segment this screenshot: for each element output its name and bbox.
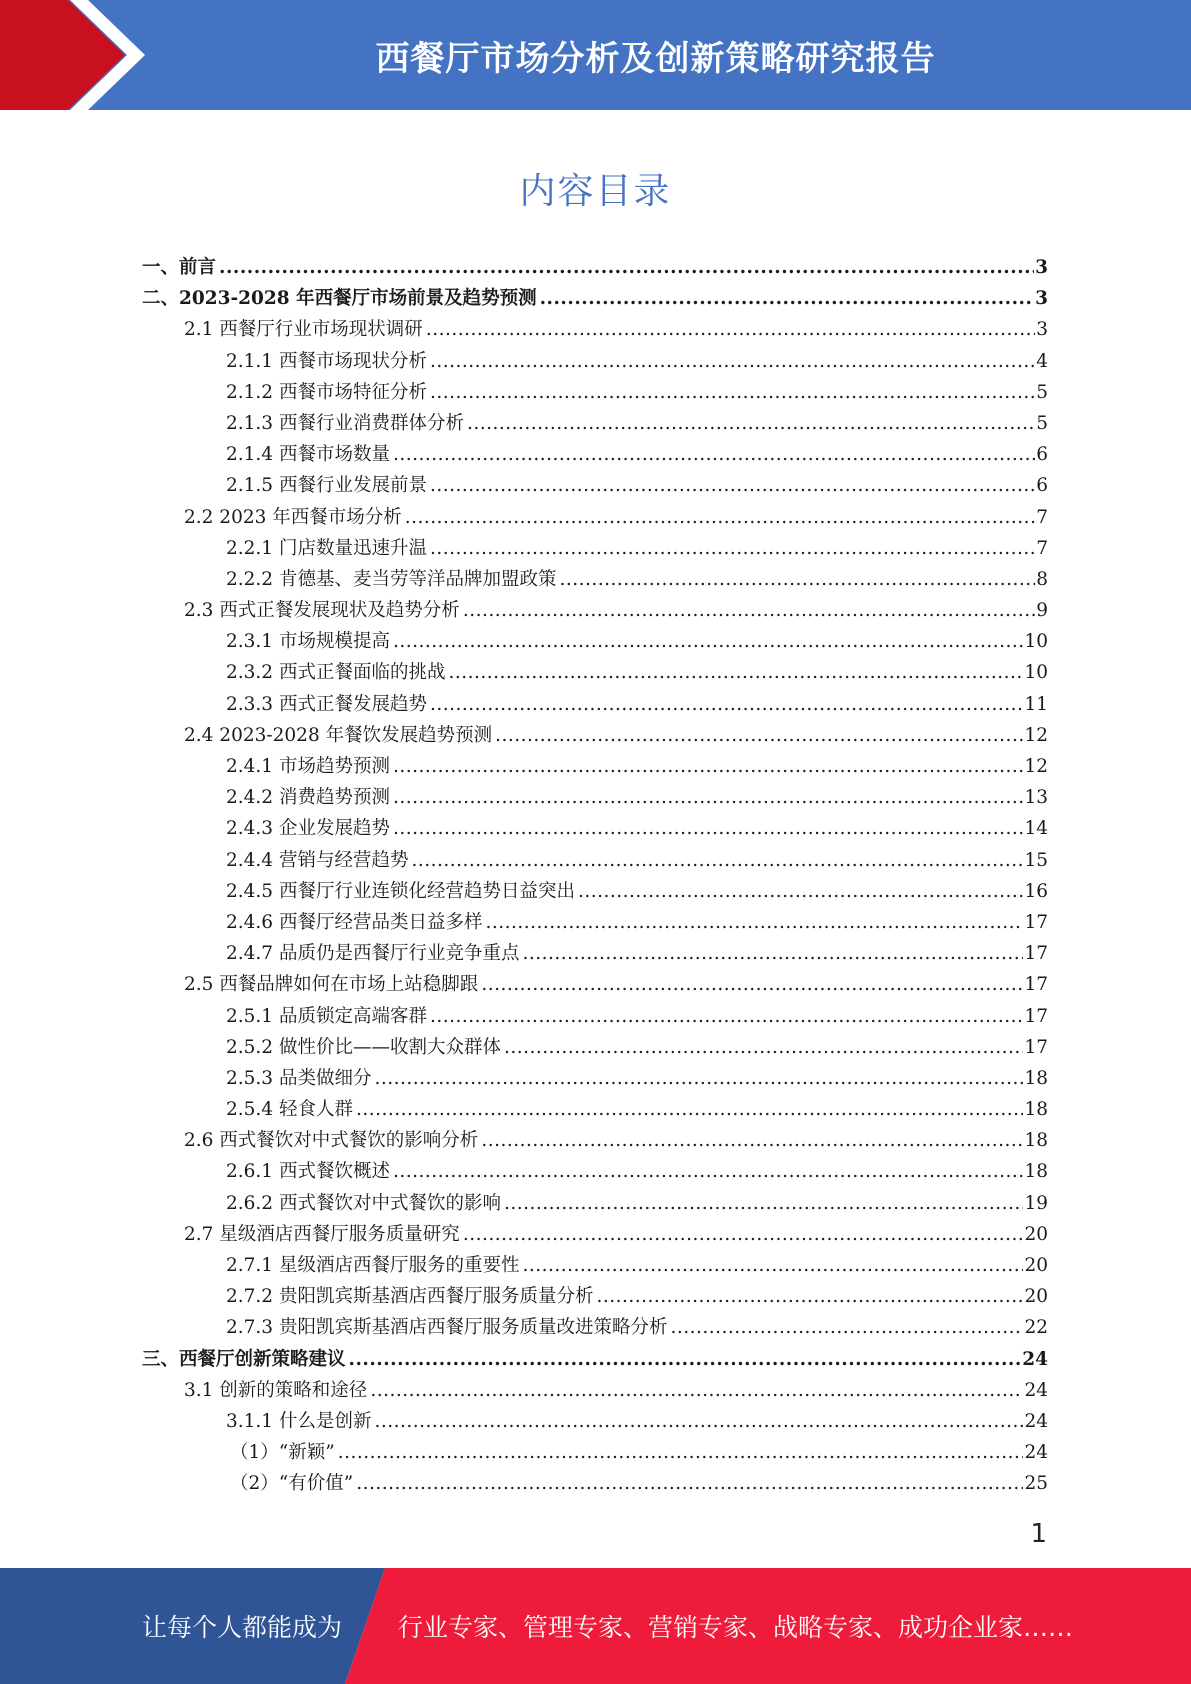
toc-entry-page: 5 — [1036, 412, 1048, 434]
toc-dot-leader — [393, 444, 1035, 465]
toc-entry-page: 17 — [1024, 1036, 1048, 1058]
toc-dot-leader — [374, 1411, 1023, 1432]
toc-dot-leader — [596, 1286, 1023, 1307]
toc-entry-page: 6 — [1036, 444, 1048, 466]
toc-entry-title: 2.7.1 星级酒店西餐厅服务的重要性 — [226, 1255, 520, 1276]
toc-entry-title: 二、2023-2028 年西餐厅市场前景及趋势预测 — [142, 288, 537, 310]
toc-dot-leader — [504, 1193, 1023, 1214]
toc-entry-page: 16 — [1024, 880, 1048, 902]
toc-entry[interactable] — [142, 471, 1048, 502]
toc-entry-title: 2.3.1 市场规模提高 — [226, 631, 390, 653]
toc-entry-page: 6 — [1036, 475, 1048, 497]
footer-slogan-left: 让每个人都能成为 — [142, 1613, 343, 1642]
toc-entry-page: 22 — [1024, 1317, 1048, 1339]
toc-entry-page: 10 — [1024, 631, 1048, 653]
toc-entry-page: 15 — [1024, 849, 1048, 871]
toc-entry-title: 2.4.4 营销与经营趋势 — [226, 849, 409, 871]
toc-entry-page: 17 — [1024, 943, 1048, 965]
toc-entry-title: 3.1.1 什么是创新 — [226, 1410, 372, 1432]
toc-dot-leader — [670, 1317, 1023, 1338]
toc-entry-page: 3 — [1036, 319, 1048, 341]
toc-dot-leader — [349, 1349, 1022, 1370]
toc-entry[interactable] — [142, 1157, 1048, 1188]
toc-entry-title: 2.1 西餐厅行业市场现状调研 — [184, 319, 423, 341]
toc-entry[interactable] — [142, 1345, 1048, 1376]
toc-entry-page: 14 — [1024, 818, 1048, 840]
toc-entry[interactable] — [142, 565, 1048, 596]
toc-entry-page: 12 — [1024, 724, 1048, 746]
toc-entry-page: 12 — [1024, 756, 1048, 777]
toc-entry[interactable] — [142, 503, 1048, 534]
toc-entry-title: 2.2.2 肯德基、麦当劳等洋品牌加盟政策 — [226, 568, 557, 590]
toc-dot-leader — [430, 538, 1035, 559]
toc-entry-page: 13 — [1024, 787, 1048, 809]
toc-entry-title: 2.4 2023-2028 年餐饮发展趋势预测 — [184, 724, 493, 746]
toc-dot-leader — [485, 912, 1023, 933]
toc-entry[interactable] — [142, 347, 1048, 378]
toc-entry[interactable] — [142, 1002, 1048, 1033]
toc-entry-page: 18 — [1024, 1130, 1048, 1152]
toc-dot-leader — [430, 694, 1023, 715]
toc-entry[interactable] — [142, 378, 1048, 409]
toc-entry[interactable] — [142, 908, 1048, 939]
toc-entry-page: 10 — [1024, 662, 1048, 684]
toc-entry[interactable] — [142, 1376, 1048, 1407]
toc-dot-leader — [559, 569, 1035, 590]
toc-entry-title: 2.4.7 品质仍是西餐厅行业竞争重点 — [226, 943, 520, 965]
toc-dot-leader — [338, 1442, 1024, 1463]
toc-heading: 内容目录 — [519, 171, 672, 212]
toc-entry-page: 17 — [1024, 911, 1048, 933]
toc-entry-title: 2.5.2 做性价比——收割大众群体 — [226, 1036, 501, 1058]
toc-entry[interactable] — [142, 253, 1048, 284]
toc-dot-leader — [430, 351, 1035, 372]
toc-dot-leader — [522, 943, 1023, 964]
toc-entry-page: 11 — [1024, 693, 1048, 715]
toc-entry[interactable] — [142, 658, 1048, 689]
toc-dot-leader — [393, 787, 1023, 808]
toc-entry[interactable] — [142, 1064, 1048, 1095]
toc-entry-title: 2.4.5 西餐厅行业连锁化经营趋势日益突出 — [226, 880, 575, 902]
toc-entry-title: 2.4.1 市场趋势预测 — [226, 756, 390, 777]
toc-entry-title: 2.7.3 贵阳凯宾斯基酒店西餐厅服务质量改进策略分析 — [226, 1317, 668, 1339]
toc-entry[interactable] — [142, 627, 1048, 658]
toc-dot-leader — [374, 1068, 1023, 1089]
toc-entry-title: 2.1.4 西餐市场数量 — [226, 444, 390, 466]
toc-entry[interactable] — [142, 690, 1048, 721]
toc-entry-page: 25 — [1024, 1473, 1048, 1495]
toc-entry-page: 24 — [1024, 1442, 1048, 1464]
toc-entry-title: 2.1.5 西餐行业发展前景 — [226, 475, 427, 497]
toc-dot-leader — [426, 319, 1035, 340]
toc-entry-title: 一、前言 — [142, 257, 217, 278]
footer-slogan-right: 行业专家、管理专家、营销专家、战略专家、成功企业家…… — [398, 1613, 1074, 1642]
toc-entry-title: 2.5.4 轻食人群 — [226, 1099, 353, 1121]
toc-dot-leader — [393, 1161, 1023, 1182]
toc-entry-title: 2.4.3 企业发展趋势 — [226, 818, 390, 840]
toc-entry[interactable] — [142, 1251, 1048, 1282]
toc-entry-title: 2.6.1 西式餐饮概述 — [226, 1161, 390, 1183]
toc-entry-title: 2.6.2 西式餐饮对中式餐饮的影响 — [226, 1192, 501, 1214]
toc-entry-title: 3.1 创新的策略和途径 — [184, 1379, 368, 1401]
toc-entry[interactable] — [142, 721, 1048, 752]
toc-dot-leader — [430, 475, 1035, 496]
toc-dot-leader — [356, 1473, 1023, 1494]
toc-dot-leader — [481, 1130, 1023, 1151]
toc-entry-title: 2.3 西式正餐发展现状及趋势分析 — [184, 600, 460, 622]
toc-entry[interactable] — [142, 409, 1048, 440]
toc-entry-title: 2.5 西餐品牌如何在市场上站稳脚跟 — [184, 974, 479, 996]
toc-entry-page: 24 — [1024, 1379, 1048, 1401]
toc-entry-title: （1）“新颖” — [230, 1442, 335, 1464]
toc-dot-leader — [393, 818, 1023, 839]
toc-entry-title: 2.5.3 品类做细分 — [226, 1067, 372, 1089]
toc-dot-leader — [481, 974, 1023, 995]
toc-entry-page: 19 — [1024, 1192, 1048, 1214]
toc-entry-page: 17 — [1024, 974, 1048, 996]
toc-entry-page: 20 — [1024, 1286, 1048, 1308]
toc-entry[interactable] — [142, 939, 1048, 970]
toc-entry-page: 4 — [1036, 350, 1048, 372]
toc-entry[interactable] — [142, 877, 1048, 908]
toc-entry-title: 2.4.6 西餐厅经营品类日益多样 — [226, 911, 483, 933]
toc-dot-leader — [356, 1099, 1024, 1120]
toc-dot-leader — [370, 1380, 1023, 1401]
toc-entry-title: 2.7.2 贵阳凯宾斯基酒店西餐厅服务质量分析 — [226, 1286, 594, 1308]
toc-entry[interactable] — [142, 534, 1048, 565]
table-of-contents — [142, 253, 1048, 1501]
header-arrow-decoration — [0, 0, 160, 110]
toc-dot-leader — [430, 1006, 1023, 1027]
toc-entry-page: 18 — [1024, 1099, 1048, 1121]
toc-entry[interactable] — [142, 1313, 1048, 1344]
toc-entry-page: 8 — [1036, 568, 1048, 590]
toc-entry-title: 三、西餐厅创新策略建议 — [142, 1348, 346, 1370]
toc-entry[interactable] — [142, 596, 1048, 627]
toc-entry[interactable] — [142, 1438, 1048, 1469]
toc-entry-page: 7 — [1036, 537, 1048, 559]
toc-entry-page: 5 — [1036, 381, 1048, 403]
toc-entry-page: 17 — [1024, 1005, 1048, 1027]
report-title: 西餐厅市场分析及创新策略研究报告 — [375, 38, 936, 79]
toc-entry-title: 2.1.3 西餐行业消费群体分析 — [226, 412, 464, 434]
toc-dot-leader — [504, 1037, 1023, 1058]
toc-entry[interactable] — [142, 1033, 1048, 1064]
toc-dot-leader — [578, 881, 1023, 902]
toc-entry[interactable] — [142, 1469, 1048, 1500]
toc-entry-title: （2）“有价值” — [230, 1473, 354, 1495]
toc-dot-leader — [430, 382, 1035, 403]
toc-entry-title: 2.4.2 消费趋势预测 — [226, 787, 390, 809]
toc-entry-title: 2.3.3 西式正餐发展趋势 — [226, 693, 427, 715]
toc-entry-page: 18 — [1024, 1067, 1048, 1089]
toc-entry[interactable] — [142, 1095, 1048, 1126]
toc-dot-leader — [448, 662, 1023, 683]
toc-dot-leader — [393, 756, 1023, 777]
toc-entry-title: 2.2 2023 年西餐市场分析 — [184, 506, 402, 528]
toc-entry[interactable] — [142, 440, 1048, 471]
toc-entry-page: 3 — [1035, 257, 1048, 278]
toc-dot-leader — [522, 1255, 1023, 1276]
toc-entry-title: 2.1.2 西餐市场特征分析 — [226, 381, 427, 403]
toc-entry-title: 2.6 西式餐饮对中式餐饮的影响分析 — [184, 1130, 479, 1152]
toc-entry[interactable] — [142, 783, 1048, 814]
toc-entry-title: 2.3.2 西式正餐面临的挑战 — [226, 662, 446, 684]
toc-entry-page: 7 — [1036, 506, 1048, 528]
toc-entry[interactable] — [142, 315, 1048, 346]
toc-entry[interactable] — [142, 814, 1048, 845]
toc-entry-page: 9 — [1036, 600, 1048, 622]
toc-entry-page: 20 — [1024, 1223, 1048, 1245]
toc-dot-leader — [495, 725, 1023, 746]
toc-dot-leader — [467, 413, 1035, 434]
toc-entry-page: 24 — [1024, 1410, 1048, 1432]
toc-dot-leader — [540, 288, 1035, 309]
toc-entry[interactable] — [142, 1407, 1048, 1438]
toc-dot-leader — [405, 507, 1035, 528]
toc-entry-title: 2.1.1 西餐市场现状分析 — [226, 350, 427, 372]
toc-entry[interactable] — [142, 970, 1048, 1001]
toc-entry[interactable] — [142, 1189, 1048, 1220]
toc-entry-page: 20 — [1024, 1255, 1048, 1276]
toc-dot-leader — [463, 1224, 1024, 1245]
toc-dot-leader — [411, 850, 1023, 871]
toc-entry[interactable] — [142, 284, 1048, 315]
toc-entry-page: 18 — [1024, 1161, 1048, 1183]
page-number: 1 — [1030, 1519, 1047, 1549]
toc-dot-leader — [393, 631, 1023, 652]
toc-dot-leader — [463, 600, 1035, 621]
toc-entry[interactable] — [142, 1282, 1048, 1313]
toc-entry[interactable] — [142, 1126, 1048, 1157]
toc-entry[interactable] — [142, 1220, 1048, 1251]
toc-entry-title: 2.2.1 门店数量迅速升温 — [226, 537, 427, 559]
toc-entry-page: 24 — [1022, 1348, 1048, 1370]
toc-dot-leader — [219, 257, 1034, 278]
header-banner — [0, 0, 1191, 110]
toc-entry-title: 2.5.1 品质锁定高端客群 — [226, 1005, 427, 1027]
toc-entry[interactable] — [142, 846, 1048, 877]
footer-banner — [0, 1568, 1191, 1684]
toc-entry[interactable] — [142, 752, 1048, 783]
toc-entry-page: 3 — [1035, 288, 1048, 310]
toc-entry-title: 2.7 星级酒店西餐厅服务质量研究 — [184, 1223, 460, 1245]
